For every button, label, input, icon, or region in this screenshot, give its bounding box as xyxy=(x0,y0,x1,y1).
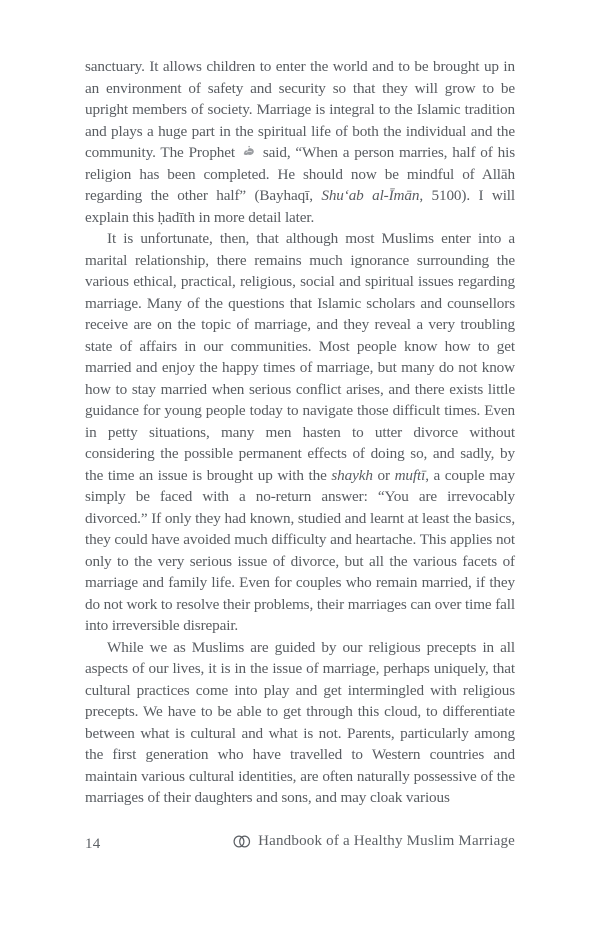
page-footer xyxy=(85,831,515,856)
paragraph-3: While we as Muslims are guided by our religious precepts in all aspects of our lives, it is in the issue of marriage, perhaps uniquely, that cultural practices come into play and get intermingled with religious precepts. We have to be able to get through this cloud, to differentiate between what is cultural and what is not. Parents, particularly among the first generation who have travelled to Western countries and maintain various cultural identities, are often naturally possessive of the marriages of their daughters and sons, and may cloak various xyxy=(85,638,515,806)
body-text xyxy=(85,56,515,855)
prophet-honorific-icon xyxy=(242,145,256,158)
running-title xyxy=(233,831,515,853)
paragraph-1: sanctuary. It allows children to enter the world and to be brought up in an environment of safety and security so that they will grow to be upright members of society. Marriage is integral to the Islamic tradition and plays a huge part in the spiritual life of both the individual and the community. The Prophet said, “When a person marries, half of his religion has been completed. He should now be mindful of Allāh regarding the other half” (Bayhaqī, Shu‘ab al-Īmān, 5100). I will explain this ḥadīth in more detail later. xyxy=(85,58,515,226)
paragraph-2: It is unfortunate, then, that although most Muslims enter into a marital relationship, there remains much ignorance surrounding the various ethical, practical, religious, social and spiritual issues regarding marriage. Many of the questions that Islamic scholars and counsellors receive are on the topic of marriage, and they reveal a very troubling state of affairs in our communities. Most people know how to get married and enjoy the happy times of marriage, but many do not know how to stay married when serious conflict arises, and there exists little guidance for young people today to navigate those difficult times. Even in petty situations, many men hasten to utter divorce without considering the possible permanent effects of doing so, and sadly, by the time an issue is brought up with the shaykh or muftī, a couple may simply be faced with a no-return answer: “You are irrevocably divorced.” If only they had known, studied and learnt at least the basics, they could have avoided much difficulty and heartache. This applies not only to the very serious issue of divorce, but all the various facets of marriage and family life. Even for couples who remain married, if they do not work to resolve their problems, their marriages can over time fall into irreversible disrepair. xyxy=(85,230,515,634)
page-number: 14 xyxy=(85,835,101,852)
interlocked-rings-icon xyxy=(233,835,251,848)
running-title-text: Handbook of a Healthy Muslim Marriage xyxy=(258,832,515,849)
